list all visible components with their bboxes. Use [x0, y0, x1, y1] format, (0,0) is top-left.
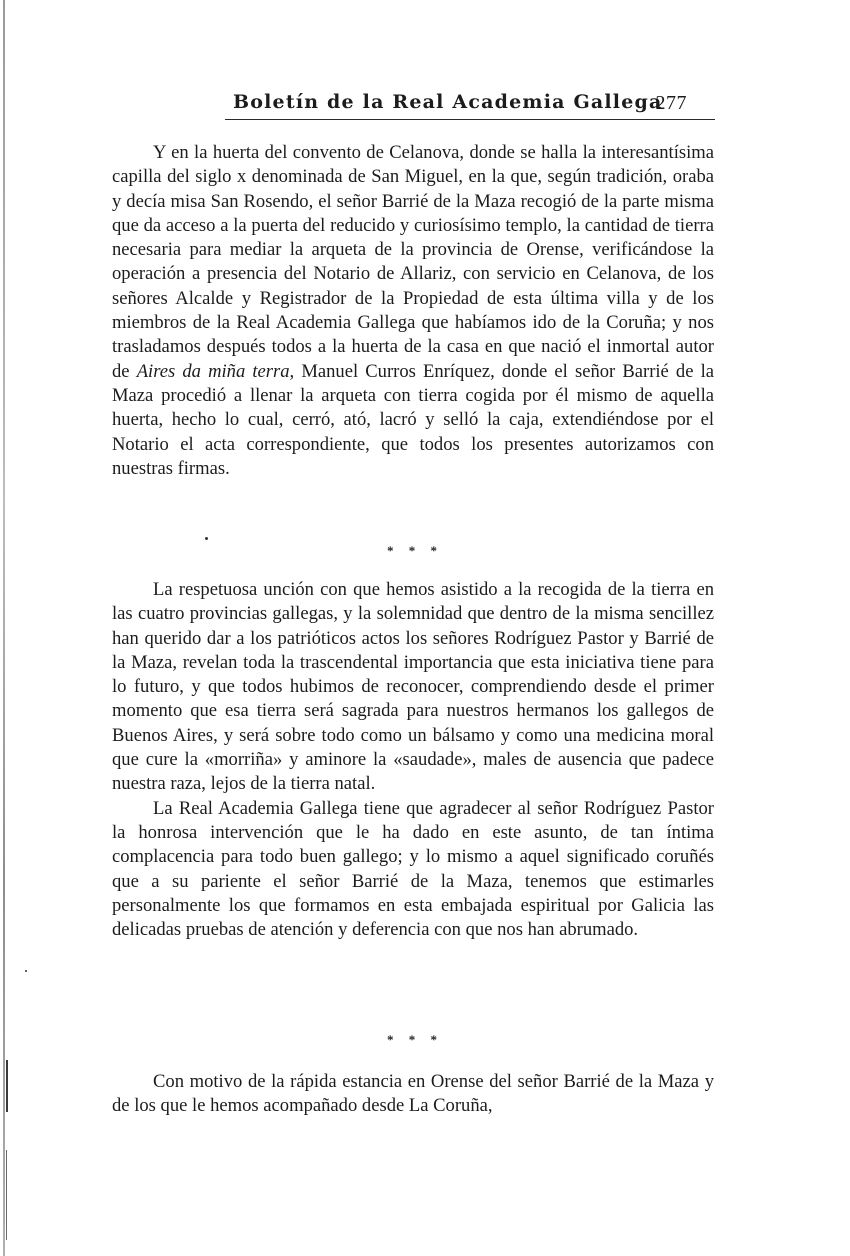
running-header — [225, 88, 715, 118]
section-separator: * * * — [387, 543, 443, 558]
ink-speck — [25, 970, 27, 972]
paragraph-estancia: Con motivo de la rápida estancia en Orense del señor Barrié de la Maza y de los que le hemos acompañado desde La Coruña, — [112, 1071, 714, 1117]
header-rule — [225, 119, 715, 120]
journal-title: Boletín de la Real Academia Gallega — [233, 91, 663, 113]
paragraph-academia: La Real Academia Gallega tiene que agradecer al señor Rodríguez Pastor la honrosa intervención que le ha dado en este asunto, de tan íntima complacencia para todo buen gallego; y lo mismo a aquel significado coruñés que a su pariente el señor Barrié de la Maza, tenemos que estimarles personalmente los que formamos en esta embajada espiritual por Galicia las delicadas pruebas de atención y deferencia con que nos han abrumado. — [112, 797, 714, 941]
ink-speck — [205, 537, 208, 540]
text-section-2 — [112, 578, 714, 942]
page-edge-mark — [6, 1060, 8, 1112]
paragraph-1-text-a: Y en la huerta del convento de Celanova, donde se halla la interesantísima capilla del siglo x denominada de San Miguel, en la que, según tradición, oraba y decía misa San Rosendo, el señor Barrié de la Maza recogió de la parte misma que da acceso a la puerta del reducido y curiosísimo templo, la cantidad de tierra necesaria para mediar la arqueta de la provincia de Orense, verificándose la operación a presencia del Notario de Allariz, con servicio en Celanova, de los señores Alcalde y Registrador de la Propiedad de esta última villa y de los miembros de la Real Academia Gallega que habíamos ido de la Coruña; y nos trasladamos después todos a la huerta de la casa en que nació el inmortal autor de — [112, 142, 714, 382]
book-title-italic: Aires da miña terra, — [136, 360, 295, 382]
page-edge-mark — [6, 1150, 7, 1240]
paragraph-1-text-b: Manuel Curros Enríquez, donde el señor Barrié de la Maza procedió a llenar la arqueta con tierra cogida por él mismo de aquella huerta, hecho lo cual, cerró, ató, lacró y selló la caja, extendiéndose por el Notario el acta correspondiente, que todos los presentes autorizamos con nuestras firmas. — [112, 360, 715, 479]
paragraph-celanova — [112, 141, 714, 481]
text-section-3 — [112, 1070, 714, 1119]
paragraph-uncion: La respetuosa unción con que hemos asistido a la recogida de la tierra en las cuatro provincias gallegas, y la solemnidad que dentro de la misma sencillez han querido dar a los patrióticos actos los señores Rodríguez Pastor y Barrié de la Maza, revelan toda la trascendental importancia que esta iniciativa tiene para lo futuro, y que todos hubimos de reconocer, comprendiendo desde el primer momento que esa tierra será sagrada para nuestros hermanos los gallegos de Buenos Aires, y será sobre todo como un bálsamo y como una medicina moral que cure la «morriña» y aminore la «saudade», males de ausencia que padece nuestra raza, lejos de la tierra natal. — [112, 579, 714, 795]
page-edge-shadow — [3, 0, 5, 1256]
text-section-1 — [112, 141, 714, 481]
section-separator: * * * — [387, 1032, 443, 1047]
page-number: 277 — [655, 92, 687, 114]
